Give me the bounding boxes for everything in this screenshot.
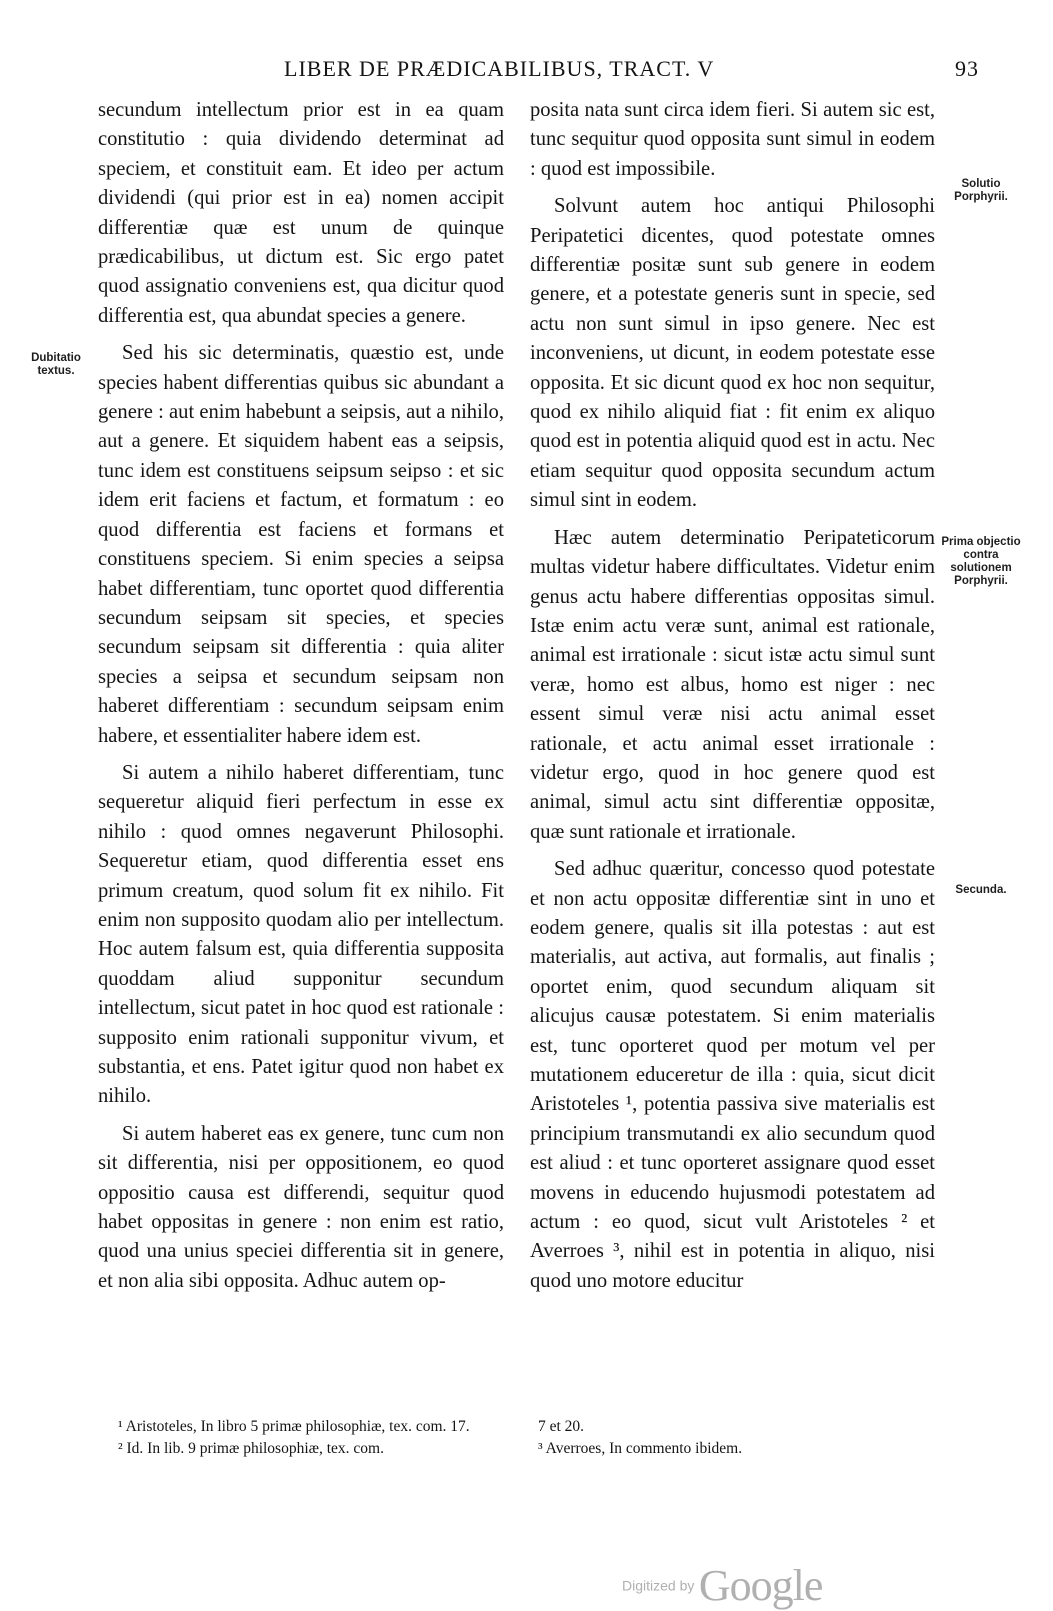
running-head — [100, 52, 993, 86]
right-paragraph-4: Sed adhuc quæritur, concesso quod potestate et non actu oppositæ differentiæ sint in uno et eodem genere, qualis sit illa potestas : aut est materialis, aut activa, aut formalis, aut finalis ; oportet enim, quod secundum aliquam sit alicujus causæ potestatem. Si enim materialis est, tunc oporteret quod per motum vel per mutationem educeretur de illa : quia, sicut dicit Aristoteles ¹, potentia passiva sive materialis est principium transmutandi ex alio secundum quod est aliud : et tunc oporteret assignare quod esset movens in educendo hujusmodi potestatem ad actum : eo quod, sicut vult Aristoteles ² et Averroes ³, nihil est in potentia in aliquo, nisi quod uno motore educitur — [530, 858, 935, 1292]
footnotes-left — [110, 1416, 510, 1460]
left-paragraph-2: Sed his sic determinatis, quæstio est, unde species habent differentias quibus sic abundant a genere : aut enim habebunt a seipsis, aut a nihilo, aut a genere. Et siquidem habent eas a seipsis, tunc idem est constituens seipsum seipso : et sic idem erit faciens et factum, et formatum : eo quod differentia est faciens et formans et constituens speciem. Si enim species a seipsa habet differentiam, tunc oportet quod differentia secundum seipsam sit species, et species secundum seipsam sit differentia : quia aliter species a seipsa et secundum seipsam non haberet differentiam : secundum seipsam enim habere, et essentialiter habere idem est. — [98, 342, 504, 747]
margin-note-solutio: Solutio Porphyrii. — [954, 178, 1008, 203]
right-column — [530, 96, 935, 1304]
right-paragraph-2: Solvunt autem hoc antiqui Philosophi Peripatetici dicentes, quod potestate omnes differentiæ positæ sunt sub genere in eodem genere, et a potestate generis sunt in specie, sed actu non sunt simul in ipso genere. Nec est inconveniens, ut dicunt, in eodem potestate esse opposita. Et sic dicunt quod ex hoc non sequitur, quod ex nihilo aliquid fiat : fit enim ex aliquo quod est in potentia aliquid quod est in actu. Nec etiam sequitur quod opposita secundum actum simul sint in eodem. — [530, 195, 935, 512]
watermark-prefix: Digitized by — [622, 1577, 695, 1594]
left-paragraph-4: Si autem haberet eas ex genere, tunc cum non sit differentia, nisi per oppositionem, eo quod oppositio causa est differendi, sequitur quod habet oppositas in genere : non enim est ratio, quod una unius speciei differentia sit in genere, et non alia sibi opposita. Adhuc autem op- — [98, 1122, 504, 1292]
footnote-2-continued: 7 et 20. — [538, 1418, 585, 1435]
footnote-2: ² Id. In lib. 9 primæ philosophiæ, tex. com. — [118, 1440, 384, 1457]
digitized-watermark — [622, 1560, 822, 1611]
margin-note-secunda: Secunda. — [955, 884, 1007, 896]
margin-note-dubitatio: Dubitatio textus. — [31, 352, 81, 377]
footnote-1: ¹ Aristoteles, In libro 5 primæ philosophiæ, tex. com. 17. — [118, 1418, 470, 1435]
left-paragraph-1: secundum intellectum prior est in ea quam constitutio : quia dividendo determinat ad speciem, et constituit eam. Et ideo per actum dividendi (qui prior est in ea) nomen accipit differentiæ quæ est unum de quinque prædicabilibus, ut dictum est. Sic ergo patet quod assignatio conveniens est, qua dicitur quod differentia est, qua abundat species a genere. — [98, 99, 504, 327]
left-column — [98, 96, 504, 1304]
page-number: 93 — [955, 56, 979, 81]
left-paragraph-3: Si autem a nihilo haberet differentiam, tunc sequeretur aliquid fieri perfectum in esse ex nihilo : quod omnes negaverunt Philosophi. Sequeretur etiam, quod differentia esset ens primum creatum, quod solum fit ex nihilo. Fit enim non supposito quodam alio per intellectum. Hoc autem falsum est, quia differentia supposita quoddam aliud supponitur secundum intellectum, sicut patet in hoc quod est rationale : supposito enim rationali supponitur vivum, et substantia, et ens. Patet igitur quod non habet ex nihilo. — [98, 761, 504, 1108]
right-paragraph-1: posita nata sunt circa idem fieri. Si autem sic est, tunc sequitur quod opposita sunt simul in eodem : quod est impossibile. — [530, 99, 935, 180]
google-logo: Google — [698, 1561, 823, 1610]
footnotes-right — [530, 1416, 930, 1460]
right-paragraph-3: Hæc autem determinatio Peripateticorum multas videtur habere difficultates. Videtur enim genus actu habere differentias oppositas simul. Istæ enim actu veræ sunt, animal est rationale, animal est irrationale : sicut istæ actu simul sunt veræ, homo est albus, homo est niger : nec essent simul veræ nisi actu animal esset rationale, et actu animal esset irrationale : videtur ergo, quod in hoc genere quod est animal, simul actu sint differentiæ oppositæ, quæ sunt rationale et irrationale. — [530, 526, 935, 843]
margin-note-prima: Prima objectio contra solutionem Porphyrii. — [941, 536, 1021, 587]
footnote-3: ³ Averroes, In commento ibidem. — [538, 1440, 743, 1457]
running-title: LIBER DE PRÆDICABILIBUS, TRACT. V — [284, 56, 715, 81]
